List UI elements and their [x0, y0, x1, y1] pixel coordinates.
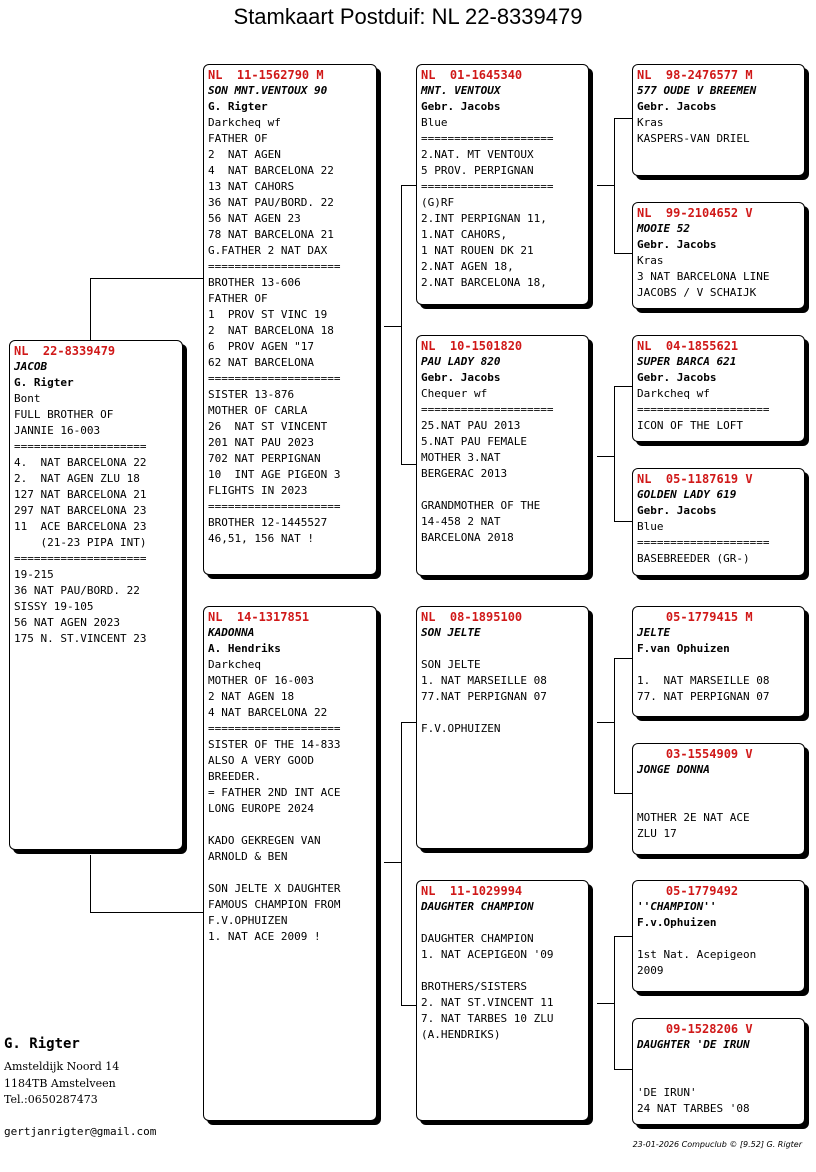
pigeon-info-line: Darkcheq — [208, 658, 261, 671]
pigeon-info-line: ICON OF THE LOFT — [637, 419, 743, 432]
pigeon-info-line: 4. NAT BARCELONA 22 — [14, 456, 147, 469]
pigeon-info-line: MOTHER OF 16-003 — [208, 674, 314, 687]
pigeon-owner: Gebr. Jacobs — [421, 100, 501, 113]
pigeon-info-line: 77.NAT PERPIGNAN 07 — [421, 690, 547, 703]
connector-line — [597, 185, 615, 186]
pigeon-info-line: KASPERS-VAN DRIEL — [637, 132, 750, 145]
pigeon-info-line: 78 NAT BARCELONA 21 — [208, 228, 334, 241]
pigeon-name: MOOIE 52 — [637, 222, 690, 235]
pigeon-card-subject — [9, 340, 183, 850]
pigeon-info-line: 3 NAT BARCELONA LINE — [637, 270, 770, 283]
connector-line — [384, 326, 402, 327]
pigeon-info-line: ==================== — [421, 180, 554, 193]
connector-line — [90, 278, 203, 279]
pigeon-info-line: Kras — [637, 254, 664, 267]
ring-number: NL 11-1029994 — [421, 884, 523, 898]
pigeon-info-line: 201 NAT PAU 2023 — [208, 436, 314, 449]
pigeon-card-sire-sire — [416, 64, 589, 305]
pigeon-info-line: 'DE IRUN' — [637, 1086, 697, 1099]
pigeon-info-line: SON JELTE X DAUGHTER — [208, 882, 341, 895]
connector-line — [614, 1069, 632, 1070]
pigeon-name: JACOB — [14, 360, 48, 373]
connector-line — [614, 658, 615, 794]
pigeon-info-line: 4 NAT BARCELONA 22 — [208, 706, 328, 719]
pigeon-info-line: 2.INT PERPIGNAN 11, — [421, 212, 547, 225]
pigeon-info-line: 7. NAT TARBES 10 ZLU — [421, 1012, 554, 1025]
pigeon-owner: Gebr. Jacobs — [637, 371, 717, 384]
connector-line — [90, 278, 91, 340]
pigeon-owner: F.v.Ophuizen — [637, 916, 717, 929]
pigeon-info-line: 56 NAT AGEN 23 — [208, 212, 301, 225]
pigeon-info-line: ==================== — [208, 500, 341, 513]
pigeon-info-line: LONG EUROPE 2024 — [208, 802, 314, 815]
connector-line — [614, 253, 632, 254]
print-stamp: 23-01-2026 Compuclub © [9.52] G. Rigter — [632, 1140, 802, 1149]
connector-line — [614, 658, 632, 659]
pigeon-info-line: FLIGHTS IN 2023 — [208, 484, 308, 497]
pigeon-info-line — [421, 963, 584, 979]
pigeon-info-line: (21-23 PIPA INT) — [14, 536, 147, 549]
pigeon-card-sire — [203, 64, 377, 575]
pigeon-info-line: ==================== — [421, 132, 554, 145]
pigeon-info-line: 1 PROV ST VINC 19 — [208, 308, 328, 321]
pigeon-info-line: 127 NAT BARCELONA 21 — [14, 488, 147, 501]
ring-number: NL 22-8339479 — [14, 344, 116, 358]
pigeon-info-line: MOTHER OF CARLA — [208, 404, 308, 417]
pigeon-owner: Gebr. Jacobs — [421, 371, 501, 384]
owner-city: 1184TB Amstelveen — [4, 1077, 116, 1090]
pigeon-info-line: (A.HENDRIKS) — [421, 1028, 501, 1041]
connector-line — [597, 1003, 615, 1004]
pigeon-info-line: 1. NAT ACEPIGEON '09 — [421, 948, 554, 961]
pigeon-info-line: 2 NAT AGEN 18 — [208, 690, 295, 703]
pigeon-card-sss — [632, 64, 805, 176]
pigeon-name: MNT. VENTOUX — [421, 84, 501, 97]
pigeon-info-line: BERGERAC 2013 — [421, 467, 508, 480]
pigeon-info-line: = FATHER 2ND INT ACE — [208, 786, 341, 799]
pigeon-info-line: ==================== — [637, 403, 770, 416]
pigeon-info-line: 62 NAT BARCELONA — [208, 356, 314, 369]
ring-number: 03-1554909 V — [637, 747, 753, 761]
owner-address: Amsteldijk Noord 14 — [4, 1060, 120, 1073]
pigeon-owner: F.van Ophuizen — [637, 642, 730, 655]
pigeon-name: SUPER BARCA 621 — [637, 355, 737, 368]
connector-line — [90, 912, 203, 913]
pigeon-card-dam-dam — [416, 880, 589, 1121]
pigeon-info-line: 2. NAT ST.VINCENT 11 — [421, 996, 554, 1009]
ring-number: NL 05-1187619 V — [637, 472, 753, 486]
pigeon-name: PAU LADY 820 — [421, 355, 501, 368]
pigeon-info-line: MOTHER 2E NAT ACE — [637, 811, 750, 824]
ring-number: NL 08-1895100 — [421, 610, 523, 624]
pigeon-info-line: 702 NAT PERPIGNAN — [208, 452, 321, 465]
pigeon-info-line — [421, 641, 584, 657]
ring-number: NL 11-1562790 M — [208, 68, 324, 82]
pigeon-info-line: ==================== — [637, 536, 770, 549]
pigeon-name: JONGE DONNA — [637, 763, 710, 776]
pigeon-info-line: 77. NAT PERPIGNAN 07 — [637, 690, 770, 703]
connector-line — [614, 118, 615, 254]
pigeon-info-line: 2 NAT AGEN — [208, 148, 281, 161]
pigeon-card-dam — [203, 606, 377, 1121]
pigeon-info-line: 1. NAT MARSEILLE 08 — [637, 674, 770, 687]
pigeon-info-line: 10 INT AGE PIGEON 3 — [208, 468, 341, 481]
pigeon-card-sdd — [632, 468, 805, 576]
pigeon-owner: A. Hendriks — [208, 642, 281, 655]
pigeon-info-line: 25.NAT PAU 2013 — [421, 419, 521, 432]
pigeon-card-ddd — [632, 1018, 805, 1125]
pigeon-info-line — [208, 865, 372, 881]
pigeon-info-line: 5.NAT PAU FEMALE — [421, 435, 527, 448]
page-title: Stamkaart Postduif: NL 22-8339479 — [233, 4, 583, 29]
pigeon-info-line: ALSO A VERY GOOD — [208, 754, 314, 767]
connector-line — [614, 936, 615, 1070]
pigeon-name: DAUGHTER CHAMPION — [421, 900, 534, 913]
pigeon-info-line: ZLU 17 — [637, 827, 677, 840]
pigeon-info-line: F.V.OPHUIZEN — [421, 722, 501, 735]
pigeon-info-line: ==================== — [14, 440, 147, 453]
connector-line — [614, 118, 632, 119]
pigeon-info-line: 1 NAT ROUEN DK 21 — [421, 244, 534, 257]
pigeon-info-line: F.V.OPHUIZEN — [208, 914, 288, 927]
pigeon-info-line: 5 PROV. PERPIGNAN — [421, 164, 534, 177]
connector-line — [401, 185, 417, 186]
pigeon-info-line — [637, 657, 800, 673]
owner-name: G. Rigter — [4, 1036, 80, 1052]
pigeon-info-line: G.FATHER 2 NAT DAX — [208, 244, 328, 257]
pigeon-info-line: 13 NAT CAHORS — [208, 180, 295, 193]
pigeon-info-line: 6 PROV AGEN "17 — [208, 340, 314, 353]
pigeon-name: SON MNT.VENTOUX 90 — [208, 84, 328, 97]
pigeon-info-line — [637, 778, 800, 794]
ring-number: 05-1779415 M — [637, 610, 753, 624]
pigeon-info-line: BREEDER. — [208, 770, 261, 783]
connector-line — [401, 722, 402, 1006]
connector-line — [384, 862, 402, 863]
pigeon-info-line: JANNIE 16-003 — [14, 424, 101, 437]
pigeon-card-dam-sire — [416, 606, 589, 849]
pigeon-owner: Gebr. Jacobs — [637, 238, 717, 251]
pigeon-name: GOLDEN LADY 619 — [637, 488, 737, 501]
connector-line — [614, 936, 632, 937]
pigeon-name: 577 OUDE V BREEMEN — [637, 84, 757, 97]
pigeon-name: JELTE — [637, 626, 671, 639]
pigeon-info-line: 11 ACE BARCELONA 23 — [14, 520, 147, 533]
pigeon-card-dss — [632, 606, 805, 717]
pigeon-info-line: FULL BROTHER OF — [14, 408, 114, 421]
pigeon-card-sds — [632, 335, 805, 442]
pigeon-info-line: 2.NAT. MT VENTOUX — [421, 148, 534, 161]
pigeon-card-dds — [632, 880, 805, 992]
pigeon-info-line — [637, 1053, 800, 1069]
pigeon-info-line: 1. NAT MARSEILLE 08 — [421, 674, 547, 687]
connector-line — [401, 464, 417, 465]
pigeon-info-line: Chequer wf — [421, 387, 488, 400]
pigeon-info-line: FAMOUS CHAMPION FROM — [208, 898, 341, 911]
ring-number: NL 10-1501820 — [421, 339, 523, 353]
pigeon-info-line: 2 NAT BARCELONA 18 — [208, 324, 334, 337]
pigeon-name: SON JELTE — [421, 626, 481, 639]
ring-number: 09-1528206 V — [637, 1022, 753, 1036]
pigeon-info-line — [637, 794, 800, 810]
pigeon-info-line: 36 NAT PAU/BORD. 22 — [208, 196, 334, 209]
pigeon-info-line: FATHER OF — [208, 292, 268, 305]
pigeon-info-line: 2.NAT AGEN 18, — [421, 260, 514, 273]
connector-line — [401, 722, 417, 723]
pigeon-info-line: MOTHER 3.NAT — [421, 451, 501, 464]
pigeon-info-line: 19-215 — [14, 568, 54, 581]
connector-line — [597, 722, 615, 723]
pigeon-owner: G. Rigter — [208, 100, 268, 113]
connector-line — [597, 456, 615, 457]
pigeon-info-line — [208, 817, 372, 833]
pigeon-info-line: FATHER OF — [208, 132, 268, 145]
pigeon-info-line — [421, 915, 584, 931]
pigeon-info-line: Blue — [637, 520, 664, 533]
ring-number: NL 01-1645340 — [421, 68, 523, 82]
pigeon-info-line — [421, 482, 584, 498]
pigeon-owner: Gebr. Jacobs — [637, 504, 717, 517]
pigeon-info-line: ==================== — [208, 372, 341, 385]
pigeon-info-line: DAUGHTER CHAMPION — [421, 932, 534, 945]
pigeon-info-line: SISTER OF THE 14-833 — [208, 738, 341, 751]
pigeon-info-line: ARNOLD & BEN — [208, 850, 288, 863]
pigeon-name: DAUGHTER 'DE IRUN — [637, 1038, 750, 1051]
pigeon-info-line: 46,51, 156 NAT ! — [208, 532, 314, 545]
connector-line — [614, 521, 632, 522]
pigeon-info-line: (G)RF — [421, 196, 455, 209]
connector-line — [614, 386, 632, 387]
owner-phone: Tel.:0650287473 — [4, 1093, 98, 1106]
pigeon-info-line: ==================== — [208, 260, 341, 273]
pigeon-info-line: 56 NAT AGEN 2023 — [14, 616, 120, 629]
connector-line — [614, 386, 615, 522]
pigeon-info-line — [637, 1069, 800, 1085]
pigeon-info-line — [421, 705, 584, 721]
pigeon-info-line: 1.NAT CAHORS, — [421, 228, 508, 241]
ring-number: NL 98-2476577 M — [637, 68, 753, 82]
pigeon-info-line: Bont — [14, 392, 41, 405]
pigeon-info-line: KADO GEKREGEN VAN — [208, 834, 321, 847]
pigeon-info-line: 2.NAT BARCELONA 18, — [421, 276, 547, 289]
pigeon-info-line: ==================== — [14, 552, 147, 565]
pigeon-owner: Gebr. Jacobs — [637, 100, 717, 113]
pigeon-info-line: GRANDMOTHER OF THE — [421, 499, 541, 512]
ring-number: NL 04-1855621 — [637, 339, 739, 353]
pigeon-info-line: Blue — [421, 116, 448, 129]
pigeon-info-line: ==================== — [421, 403, 554, 416]
pigeon-info-line: 297 NAT BARCELONA 23 — [14, 504, 147, 517]
pigeon-card-dsd — [632, 743, 805, 855]
pigeon-name: KADONNA — [208, 626, 255, 639]
pigeon-card-sire-dam — [416, 335, 589, 576]
connector-line — [401, 1005, 417, 1006]
owner-email[interactable]: gertjanrigter@gmail.com — [4, 1125, 157, 1138]
pigeon-info-line: JACOBS / V SCHAIJK — [637, 286, 757, 299]
pigeon-info-line: Kras — [637, 116, 664, 129]
ring-number: 05-1779492 — [637, 884, 739, 898]
pigeon-info-line: BROTHERS/SISTERS — [421, 980, 527, 993]
pigeon-card-ssd — [632, 202, 805, 309]
pigeon-info-line: 26 NAT ST VINCENT — [208, 420, 328, 433]
pigeon-info-line: 1st Nat. Acepigeon — [637, 948, 757, 961]
pigeon-info-line: BROTHER 13-606 — [208, 276, 301, 289]
pigeon-info-line: 2009 — [637, 964, 664, 977]
connector-line — [614, 793, 632, 794]
pigeon-info-line: 2. NAT AGEN ZLU 18 — [14, 472, 140, 485]
pigeon-info-line: 14-458 2 NAT — [421, 515, 501, 528]
pigeon-info-line: ==================== — [208, 722, 341, 735]
pigeon-info-line: 1. NAT ACE 2009 ! — [208, 930, 321, 943]
pigeon-info-line: SON JELTE — [421, 658, 481, 671]
pigeon-info-line — [637, 931, 800, 947]
connector-line — [90, 855, 91, 913]
connector-line — [401, 185, 402, 465]
pigeon-info-line: 24 NAT TARBES '08 — [637, 1102, 750, 1115]
ring-number: NL 14-1317851 — [208, 610, 310, 624]
pigeon-info-line: 175 N. ST.VINCENT 23 — [14, 632, 147, 645]
pigeon-owner: G. Rigter — [14, 376, 74, 389]
ring-number: NL 99-2104652 V — [637, 206, 753, 220]
pigeon-info-line: 36 NAT PAU/BORD. 22 — [14, 584, 140, 597]
pigeon-info-line: BASEBREEDER (GR-) — [637, 552, 750, 565]
pigeon-info-line: Darkcheq wf — [208, 116, 281, 129]
pigeon-info-line: 4 NAT BARCELONA 22 — [208, 164, 334, 177]
pigeon-info-line: BARCELONA 2018 — [421, 531, 514, 544]
pigeon-info-line: Darkcheq wf — [637, 387, 710, 400]
pigeon-info-line: SISTER 13-876 — [208, 388, 295, 401]
pigeon-name: ''CHAMPION'' — [637, 900, 717, 913]
pigeon-info-line: SISSY 19-105 — [14, 600, 94, 613]
pigeon-info-line: BROTHER 12-1445527 — [208, 516, 328, 529]
